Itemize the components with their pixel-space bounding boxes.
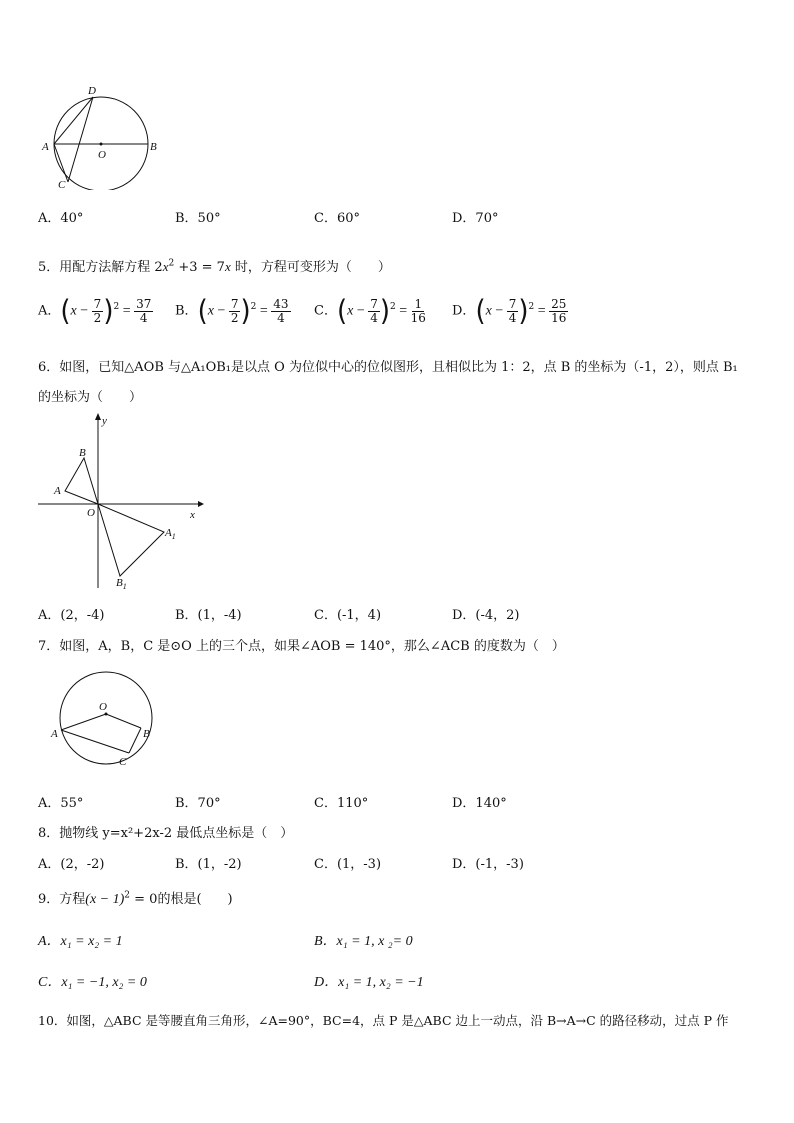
q5-option-b[interactable]: B．(x − $\frac{7}{2}$ )$^2$ = $\frac{43}{4}$ [175,294,289,328]
q9-option-a[interactable]: A．x₁ = x₂ = 1 [38,934,123,949]
q5-option-c[interactable]: C．(x − $\frac{7}{4}$ )$^2$ = $\frac{1}{16}$ [314,294,426,328]
q10-stem: 10．如图，△ABC 是等腰直角三角形，∠A=90°，BC=4，点 P 是△ABC 边上一动点，沿 B→A→C 的路径移动，过点 P 作 [38,1013,729,1028]
q4-option-b[interactable]: B．50° [175,211,221,226]
q6-stem-line2: 的坐标为（ ） [38,390,143,405]
q4-circle-figure [36,80,166,190]
q6-label-a1: $A_1$ [165,527,176,541]
q6-option-d[interactable]: D．(-4，2) [452,608,520,623]
q6-label-a: A [54,485,61,497]
q8-option-a[interactable]: A．(2，-2) [38,857,105,872]
q4-label-b: B [150,141,157,153]
q5-stem: 5．用配方法解方程 $2x^2 +3 = 7x$ 时，方程可变形为（ ） [38,258,391,275]
q7-circle-figure [46,665,166,770]
q6-option-a[interactable]: A．(2，-4) [38,608,105,623]
q5-option-d[interactable]: D．(x − $\frac{7}{4}$ )$^2$ = $\frac{25}{16}$ [452,294,567,328]
q8-option-c[interactable]: C．(1，-3) [314,857,382,872]
q7-stem: 7．如图，A，B，C 是⊙O 上的三个点，如果∠AOB = 140°，那么∠ACB 的度数为（ ） [38,639,565,654]
q9-stem: 9．方程$(x - 1)^2 = 0$的根是( ) [38,890,233,907]
q7-label-b: B [143,728,150,740]
q4-option-a[interactable]: A．40° [38,211,84,226]
q7-label-c: C [119,756,127,768]
q6-label-y: y [102,415,107,427]
q7-option-b[interactable]: B．70° [175,796,221,811]
q6-coordinate-figure [34,408,214,593]
q9-option-d[interactable]: D．x₁ = 1, x₂ = −1 [314,975,424,990]
q4-option-d[interactable]: D．70° [452,211,499,226]
q7-label-o: O [99,701,107,713]
q4-label-a: A [42,141,49,153]
q9-option-b[interactable]: B．x₁ = 1, x ₂= 0 [314,934,413,949]
q7-option-c[interactable]: C．110° [314,796,369,811]
q6-label-o: O [87,507,95,519]
q7-option-d[interactable]: D．140° [452,796,507,811]
q6-option-b[interactable]: B．(1，-4) [175,608,242,623]
q5-option-a[interactable]: A．(x − $\frac{7}{2}$ )$^2$ = $\frac{37}{4}$ [38,294,152,328]
q9-option-c[interactable]: C．x₁ = −1, x₂ = 0 [38,975,147,990]
q8-option-d[interactable]: D．(-1，-3) [452,857,524,872]
q8-stem: 8．抛物线 y=x²+2x-2 最低点坐标是（ ） [38,826,294,841]
q6-label-b: B [79,447,86,459]
q8-option-b[interactable]: B．(1，-2) [175,857,242,872]
q6-stem-line1: 6．如图，已知△AOB 与△A₁OB₁是以点 O 为位似中心的位似图形，且相似比为 1：2，点 B 的坐标为（-1，2），则点 B₁ [38,360,738,375]
q6-option-c[interactable]: C．(-1，4) [314,608,382,623]
q6-label-b1: $B_1$ [116,577,127,591]
q6-label-x: x [190,509,195,521]
q4-option-c[interactable]: C．60° [314,211,360,226]
q4-label-c: C [58,179,66,190]
q4-label-o: O [98,149,106,161]
q7-option-a[interactable]: A．55° [38,796,84,811]
q4-label-d: D [88,85,96,97]
q7-label-a: A [51,728,58,740]
